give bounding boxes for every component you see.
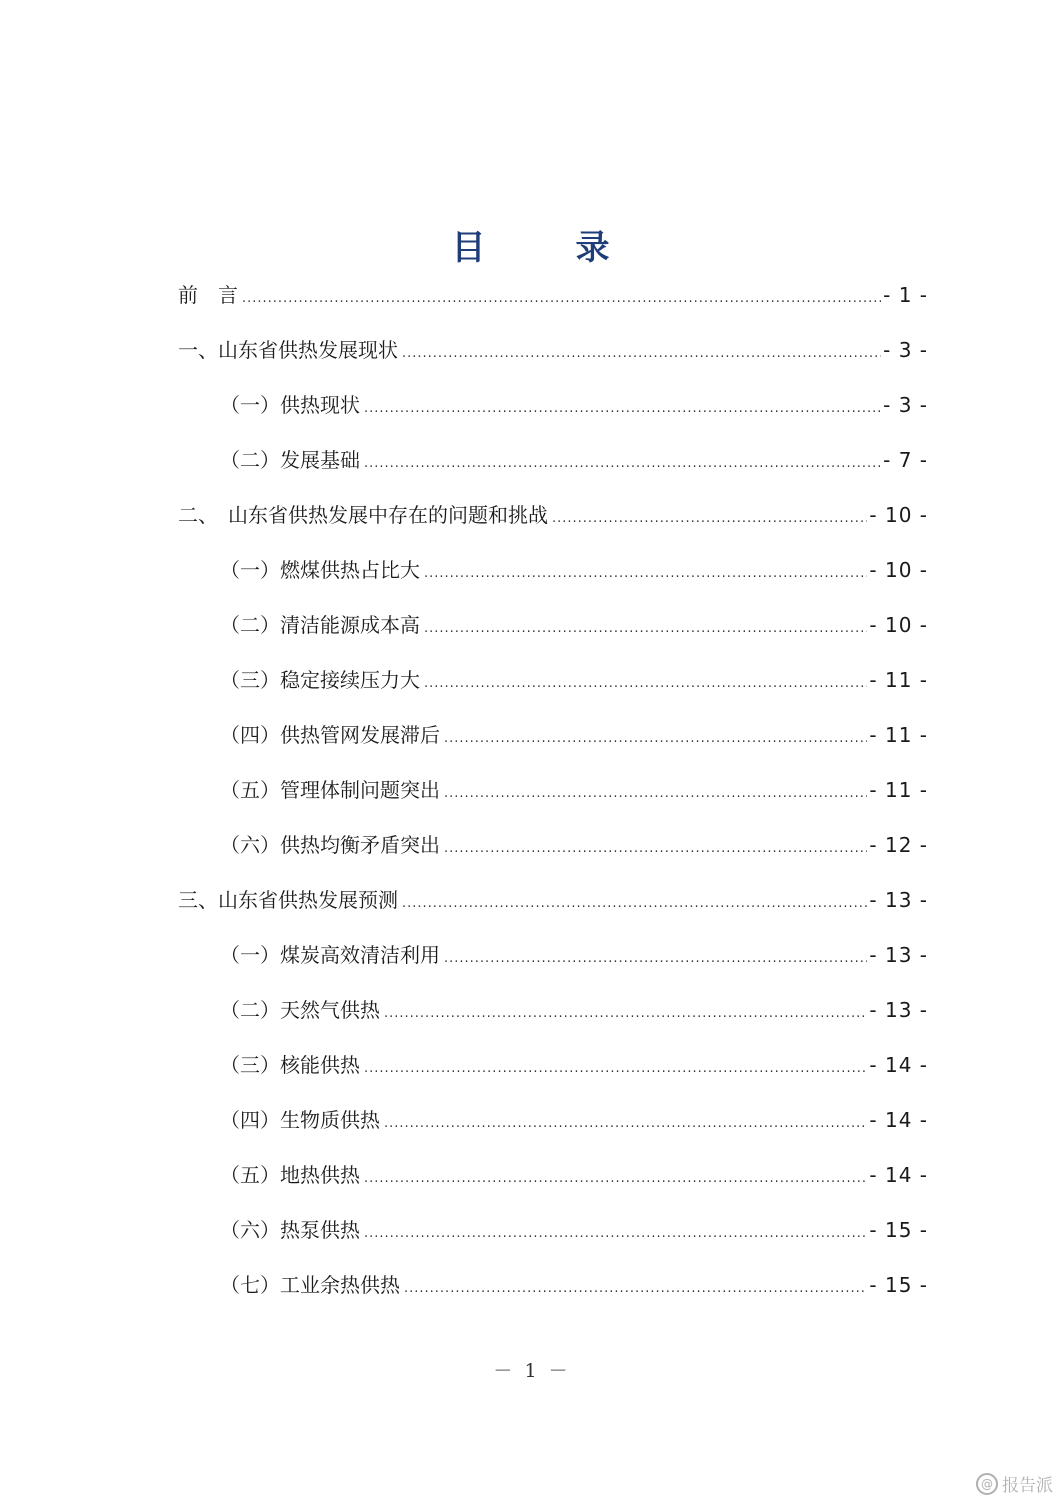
- toc-entry-section-3-3[interactable]: [178, 1038, 928, 1093]
- toc-entry-section-2-2[interactable]: [178, 598, 928, 653]
- toc-entry-label: （六）热泵供热: [220, 1218, 360, 1242]
- toc-entry-section-3-7[interactable]: [178, 1258, 928, 1313]
- toc-entry-page: - 14 -: [869, 1053, 928, 1077]
- toc-entry-label: （二）发展基础: [220, 448, 360, 472]
- watermark-text: 报告派: [1002, 1476, 1053, 1496]
- toc-entry-page: - 7 -: [883, 448, 928, 472]
- toc-leader-dots: [402, 326, 881, 381]
- toc-entry-label: （一）煤炭高效清洁利用: [220, 943, 440, 967]
- toc-entry-section-3-1[interactable]: [178, 928, 928, 983]
- toc-leader-dots: [384, 1096, 867, 1151]
- toc-entry-section-2-1[interactable]: [178, 543, 928, 598]
- toc-entry-page: - 15 -: [869, 1218, 928, 1242]
- toc-leader-dots: [364, 1041, 867, 1096]
- toc-entry-section-3-5[interactable]: [178, 1148, 928, 1203]
- toc-entry-page: - 11 -: [869, 668, 928, 692]
- toc-entry-page: - 13 -: [869, 943, 928, 967]
- toc-entry-section-2-6[interactable]: [178, 818, 928, 873]
- toc-leader-dots: [424, 546, 867, 601]
- toc-leader-dots: [444, 766, 867, 821]
- toc-entry-page: - 10 -: [869, 613, 928, 637]
- toc-entry-label: （四）供热管网发展滞后: [220, 723, 440, 747]
- toc-entry-label: 前 言: [178, 283, 238, 307]
- toc-entry-label: 一、山东省供热发展现状: [178, 338, 398, 362]
- toc-entry-page: - 15 -: [869, 1273, 928, 1297]
- toc-leader-dots: [364, 436, 881, 491]
- toc-leader-dots: [444, 821, 867, 876]
- toc-leader-dots: [424, 601, 867, 656]
- toc-entry-label: （二）清洁能源成本高: [220, 613, 420, 637]
- page-title: 目 录: [451, 228, 638, 268]
- toc-leader-dots: [444, 711, 867, 766]
- toc-entry-page: - 10 -: [869, 503, 928, 527]
- toc-entry-section-2-4[interactable]: [178, 708, 928, 763]
- toc-entry-section-3-6[interactable]: [178, 1203, 928, 1258]
- toc-entry-label: （三）稳定接续压力大: [220, 668, 420, 692]
- toc-leader-dots: [552, 491, 867, 546]
- toc-entry-section-1-2[interactable]: [178, 433, 928, 488]
- toc-entry-page: - 3 -: [883, 338, 928, 362]
- toc-leader-dots: [402, 876, 867, 931]
- toc-entry-page: - 1 -: [883, 283, 928, 307]
- toc-entry-section-2-5[interactable]: [178, 763, 928, 818]
- toc-entry-page: - 12 -: [869, 833, 928, 857]
- toc-entry-section-2[interactable]: [178, 488, 928, 543]
- toc-entry-section-1[interactable]: [178, 323, 928, 378]
- at-sign-icon: @: [976, 1473, 998, 1495]
- page-number: － 1 －: [493, 1360, 568, 1382]
- toc-leader-dots: [424, 656, 867, 711]
- table-of-contents: [178, 268, 928, 1313]
- toc-leader-dots: [384, 986, 867, 1041]
- toc-entry-page: - 3 -: [883, 393, 928, 417]
- toc-entry-label: （四）生物质供热: [220, 1108, 380, 1132]
- toc-leader-dots: [444, 931, 867, 986]
- toc-entry-page: - 11 -: [869, 723, 928, 747]
- toc-leader-dots: [404, 1261, 867, 1316]
- watermark: [976, 1471, 1053, 1496]
- toc-entry-section-3-2[interactable]: [178, 983, 928, 1038]
- toc-entry-label: （七）工业余热供热: [220, 1273, 400, 1297]
- toc-entry-label: （五）管理体制问题突出: [220, 778, 440, 802]
- toc-entry-section-3-4[interactable]: [178, 1093, 928, 1148]
- toc-entry-section-1-1[interactable]: [178, 378, 928, 433]
- toc-entry-label: 二、 山东省供热发展中存在的问题和挑战: [178, 503, 548, 527]
- toc-leader-dots: [242, 271, 881, 326]
- toc-entry-label: 三、山东省供热发展预测: [178, 888, 398, 912]
- toc-entry-page: - 11 -: [869, 778, 928, 802]
- toc-leader-dots: [364, 1151, 867, 1206]
- toc-entry-page: - 14 -: [869, 1163, 928, 1187]
- toc-entry-label: （一）燃煤供热占比大: [220, 558, 420, 582]
- toc-entry-label: （三）核能供热: [220, 1053, 360, 1077]
- toc-entry-page: - 13 -: [869, 888, 928, 912]
- toc-entry-preface[interactable]: [178, 268, 928, 323]
- toc-entry-page: - 10 -: [869, 558, 928, 582]
- toc-entry-label: （六）供热均衡矛盾突出: [220, 833, 440, 857]
- toc-leader-dots: [364, 381, 881, 436]
- toc-entry-label: （二）天然气供热: [220, 998, 380, 1022]
- toc-entry-page: - 14 -: [869, 1108, 928, 1132]
- toc-entry-label: （五）地热供热: [220, 1163, 360, 1187]
- toc-entry-page: - 13 -: [869, 998, 928, 1022]
- toc-leader-dots: [364, 1206, 867, 1261]
- toc-entry-label: （一）供热现状: [220, 393, 360, 417]
- toc-entry-section-3[interactable]: [178, 873, 928, 928]
- toc-entry-section-2-3[interactable]: [178, 653, 928, 708]
